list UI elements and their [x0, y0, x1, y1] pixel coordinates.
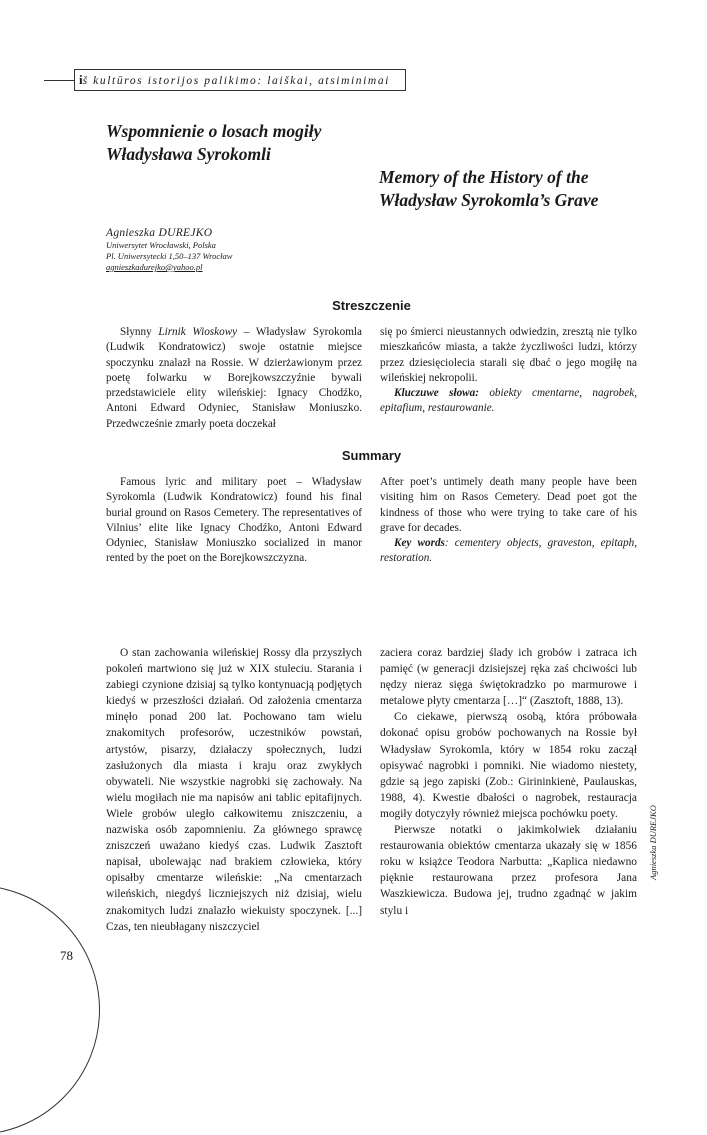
abstract-polish-italic-title: Lirnik Wioskowy — [158, 326, 238, 338]
abstract-english-keywords — [380, 536, 637, 567]
abstract-english-paragraph: Famous lyric and military poet – Władysław Syrokomla (Ludwik Kondratowicz) found his final burial ground on Rasos Cemetery. The representatives of Vilnius’ elite like Ignacy Chodźko, Antoni Edward Odyniec, Stanisław Moniuszko socialized in manor rented by the poet on the Borejkowszczyzna. — [106, 476, 362, 565]
author-email-link[interactable]: agnieszkadurejko@yahoo.pl — [106, 262, 203, 272]
title-polish-line-2: Władysława Syrokomli — [106, 144, 271, 164]
body-paragraph: zaciera coraz bardziej ślady ich grobów i zatraca ich pamięć (w generacji dzisiejszej ręka zaś chciwości lub nędzy nieraz sięga świętokradzko po marmurowe i metalowe płyty cmentarza […]“ (Zasztoft, 1888, 13). — [380, 647, 637, 708]
body-paragraph: Co ciekawe, pierwszą osobą, która próbowała dokonać opisu grobów pochowanych na Rossie był Władysław Syrokomla, który w 1854 roku zaczął opisywać nagrobki i pomniki. Nie wiadomo niestety, gdzie są jego zapiski (Zob.: Girininkienė, Paulauskas, 1988, 4). Kwestie dbałości o nagrobek, restauracja mogiły dotyczyły również miejsca pochówku poety. — [380, 711, 637, 820]
page-corner-arc — [0, 885, 100, 1135]
abstract-polish-right-column — [380, 325, 637, 417]
abstract-polish-continuation: się po śmierci nieustannych odwiedzin, zresztą nie tylko mieszkańców miasta, a także życzliwości ludzi, którzy przez dziesięciolecia starali się dbać o jego mogiłę na wileńskiej nekropolii. — [380, 326, 637, 384]
section-header-initial: i — [79, 72, 83, 87]
keywords-pl: obiekty cmentarne, nagrobek, epitafium, restaurowanie. — [380, 387, 637, 415]
author-block — [106, 226, 366, 273]
abstract-english-continuation: After poet’s untimely death many people have been visiting him on Rasos Cemetery. Dead poet got the kindness of those who were trying to take care of his grave for decades. — [380, 476, 637, 534]
keywords-label-pl: Kluczuwe słowa: — [394, 387, 479, 400]
body-paragraph: Pierwsze notatki o jakimkolwiek działaniu restaurowania obiektów cmentarza ukazały się w 1856 roku w książce Teodora Narbutta: „Kaplica niedawno pięknie restaurowana przez profesora Jana Waszkiewicza. Budowa jej, trudno zgadnąć w jakim stylu i — [380, 824, 637, 917]
abstract-english-left-column — [106, 475, 362, 567]
keywords-en: : cementery objects, graveston, epitaph, restoration. — [380, 537, 638, 565]
abstract-polish-text-end: – Władysław Syrokomla (Ludwik Kondratowicz) swoje ostatnie miejsce spoczynku znalazł na Rossie. W dzierżawionym przez poetę folwarku w Borejkowszczyźnie bywali przedstawiciele elity wileńskiej: Ignacy Chodźko, Antoni Edward Odyniec, Stanisław Moniuszko. Przedwcześnie zmarły poeta doczekał — [106, 326, 362, 430]
page-number: 78 — [60, 948, 73, 963]
summary-heading: Summary — [341, 448, 402, 463]
title-english-line-2: Władysław Syrokomla’s Grave — [379, 190, 599, 210]
abstract-polish-left-column — [106, 325, 362, 432]
body-paragraph: O stan zachowania wileńskiej Rossy dla przyszłych pokoleń martwiono się już w XIX stuleciu. Starania i zabiegi czynione dzisiaj są tylko kontynuacją podjętych kiedyś w przeszłości działań. Od założenia cmentarza minęło ponad 200 lat. Pochowano tam wielu znakomitych profesorów, uczestników powstań, artystów, pisarzy, działaczy społecznych, ludzi zasłużonych dla miasta i kraju oraz zwykłych obywateli. Nie wszystkie nagrobki się zachowały. Na wielu mogiłach nie ma napisów ani tablic epitafijnych. Wiele grobów uległo całkowitemu zniszczeniu, a nazwiska osób zapomnieniu. Za głównego sprawcę zniszczeń uważano kiedyś czas. Ludwik Zasztoft napisał, ubolewając nad brakiem człowieka, który opisałby cmentarze wileńskie: „Na cmentarzach wileńskich, niegdyś liczniejszych niż dzisiaj, wielu znakomitych ludzi znalazło wiekuisty spoczynek. [...] Czas, ten nieubłagany niszczyciel — [106, 647, 362, 933]
author-affiliation: Uniwersytet Wrocławski, Polska — [106, 240, 216, 250]
keywords-label-en: Key words — [394, 537, 445, 550]
header-rule — [44, 80, 74, 81]
title-english — [379, 166, 689, 212]
abstract-english-right-column — [380, 475, 637, 567]
section-header-text: š kultūros istorijos palikimo: laiškai, atsiminimai — [82, 75, 390, 87]
title-polish — [106, 120, 406, 166]
abstract-polish-keywords — [380, 386, 637, 417]
body-right-column — [380, 645, 637, 919]
streszczenie-heading: Streszczenie — [332, 298, 411, 313]
title-polish-line-1: Wspomnienie o losach mogiły — [106, 121, 322, 141]
section-header — [74, 69, 406, 91]
running-author: Agnieszka DUREJKO — [648, 805, 658, 880]
abstract-polish-text-start: Słynny — [120, 326, 159, 338]
author-name: Agnieszka DUREJKO — [106, 227, 213, 239]
abstract-polish-paragraph — [106, 325, 362, 432]
author-address: Pl. Uniwersytecki 1,50–137 Wrocław — [106, 251, 233, 261]
body-left-column — [106, 645, 362, 935]
title-english-line-1: Memory of the History of the — [379, 167, 589, 187]
